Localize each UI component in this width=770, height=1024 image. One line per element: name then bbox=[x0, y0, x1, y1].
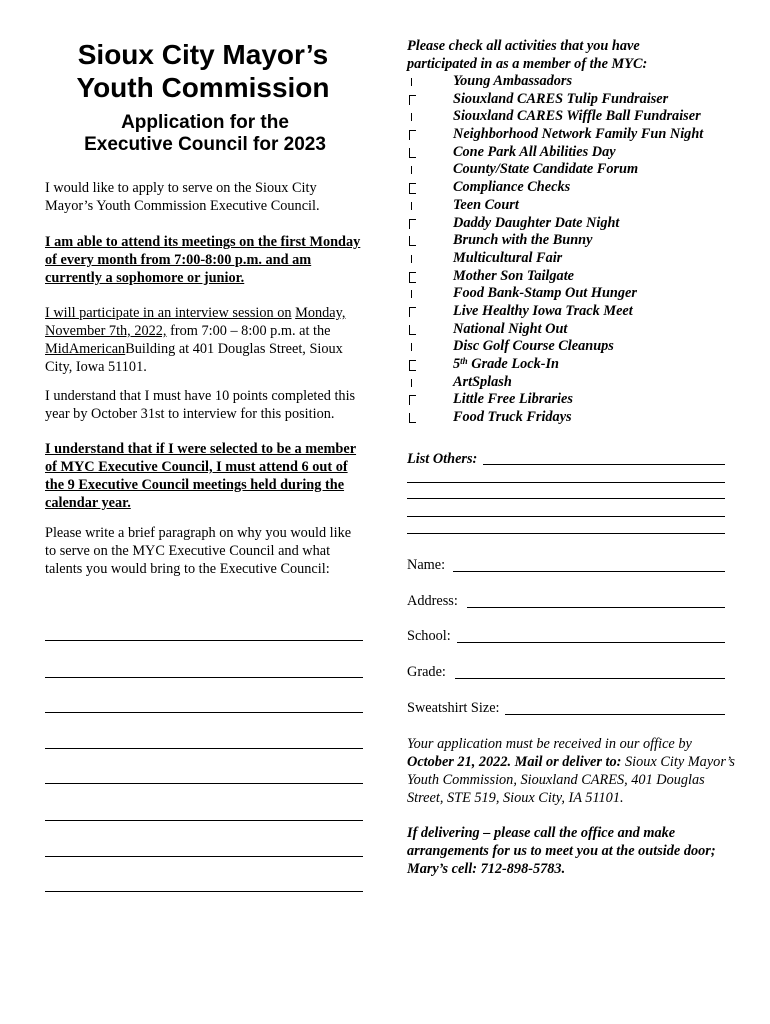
interview-part-2: from 7:00 – 8:00 p.m. at the bbox=[170, 323, 331, 339]
writing-line-2[interactable] bbox=[45, 677, 363, 678]
points-requirement: I understand that I must have 10 points completed this year by October 31st to interview for this position. bbox=[45, 388, 356, 422]
name-label: Name: bbox=[407, 557, 446, 573]
writing-line-7[interactable] bbox=[45, 856, 363, 857]
checkbox-icon[interactable] bbox=[411, 290, 412, 298]
writing-line-3[interactable] bbox=[45, 712, 363, 713]
sweatshirt-field[interactable] bbox=[505, 714, 725, 715]
checkbox-icon[interactable] bbox=[409, 148, 416, 158]
checkbox-icon[interactable] bbox=[411, 255, 412, 263]
subtitle-line-1: Application for the bbox=[121, 112, 289, 133]
writing-line-1[interactable] bbox=[45, 640, 363, 641]
checkbox-icon[interactable] bbox=[409, 219, 416, 229]
deadline-text: Your application must be received in our office by bbox=[407, 736, 692, 752]
activities-prompt-line-1: Please check all activities that you have bbox=[407, 38, 640, 54]
meetings-requirement: I am able to attend its meetings on the first Monday of every month from 7:00-8:00 p.m. and am currently a sophomore or junior. bbox=[45, 234, 361, 286]
address-field[interactable] bbox=[467, 607, 725, 608]
address-label: Address: bbox=[407, 593, 458, 609]
lockin-label: 5th Grade Lock-In bbox=[453, 356, 560, 372]
interview-part-3: Building at 401 Douglas Street, Sioux City, Iowa 51101. bbox=[45, 341, 343, 375]
deadline-date: October 21, 2022. Mail or deliver to: bbox=[407, 754, 622, 770]
checkbox-icon[interactable] bbox=[409, 183, 416, 194]
intro-text: I would like to apply to serve on the Sioux City Mayor’s Youth Commission Executive Council. bbox=[45, 180, 320, 214]
checkbox-icon[interactable] bbox=[409, 307, 416, 317]
title-line-2: Youth Commission bbox=[76, 72, 330, 103]
deadline-notice bbox=[407, 735, 737, 807]
subtitle-line-2: Executive Council for 2023 bbox=[84, 134, 326, 155]
checkbox-icon[interactable] bbox=[411, 78, 412, 86]
writing-line-6[interactable] bbox=[45, 820, 363, 821]
sweatshirt-label: Sweatshirt Size: bbox=[407, 700, 500, 716]
checkbox-icon[interactable] bbox=[409, 413, 416, 423]
name-field[interactable] bbox=[453, 571, 725, 572]
checkbox-icon[interactable] bbox=[409, 95, 416, 105]
list-others-line-3[interactable] bbox=[407, 498, 725, 499]
mail-address-2: Mayor’s Youth Commission, Siouxland CARES, 401 Douglas Street, STE 519, Sioux City, IA 51101. bbox=[407, 754, 735, 806]
checkbox-icon[interactable] bbox=[409, 325, 416, 335]
interview-text bbox=[45, 304, 365, 376]
delivery-note: If delivering – please call the office and make arrangements for us to meet you at the outside door; Mary’s cell: 712-898-5783. bbox=[407, 825, 716, 877]
checkbox-icon[interactable] bbox=[411, 343, 412, 351]
writing-line-4[interactable] bbox=[45, 748, 363, 749]
interview-date: Monday, November 7th, 2022, bbox=[45, 305, 346, 339]
checkbox-icon[interactable] bbox=[411, 166, 412, 174]
list-others-line-4[interactable] bbox=[407, 516, 725, 517]
checkbox-icon[interactable] bbox=[411, 113, 412, 121]
checkbox-icon[interactable] bbox=[409, 130, 416, 140]
mail-address-1: Sioux City bbox=[625, 754, 685, 770]
writing-line-8[interactable] bbox=[45, 891, 363, 892]
paragraph-prompt: Please write a brief paragraph on why you would like to serve on the MYC Executive Council and what talents you would bring to the Executive Council: bbox=[45, 525, 352, 577]
commitment-requirement: I understand that if I were selected to be a member of MYC Executive Council, I must attend 6 out of the 9 Executive Council meetings held during the calendar year. bbox=[45, 441, 357, 511]
school-field[interactable] bbox=[457, 642, 725, 643]
list-others-line-5[interactable] bbox=[407, 533, 725, 534]
list-others-label: List Others: bbox=[407, 451, 478, 467]
activities-prompt bbox=[407, 38, 737, 73]
interview-part-1: I will participate in an interview session on bbox=[45, 305, 292, 321]
checkbox-icon[interactable] bbox=[409, 236, 416, 246]
checkbox-icon[interactable] bbox=[409, 272, 416, 283]
activities-prompt-line-2: participated in as a member of the MYC: bbox=[407, 55, 648, 72]
page-title bbox=[41, 38, 365, 104]
school-label: School: bbox=[407, 628, 451, 644]
checkbox-icon[interactable] bbox=[411, 202, 412, 210]
page-subtitle bbox=[45, 112, 365, 156]
grade-label: Grade: bbox=[407, 664, 446, 680]
checkbox-icon[interactable] bbox=[409, 395, 416, 405]
checkbox-icon[interactable] bbox=[411, 379, 412, 387]
writing-line-5[interactable] bbox=[45, 783, 363, 784]
list-others-line-1[interactable] bbox=[483, 464, 725, 465]
interview-venue: MidAmerican bbox=[45, 341, 126, 357]
list-others-line-2[interactable] bbox=[407, 482, 725, 483]
title-line-1: Sioux City Mayor’s bbox=[77, 39, 329, 70]
checkbox-icon[interactable] bbox=[409, 360, 416, 371]
grade-field[interactable] bbox=[455, 678, 725, 679]
